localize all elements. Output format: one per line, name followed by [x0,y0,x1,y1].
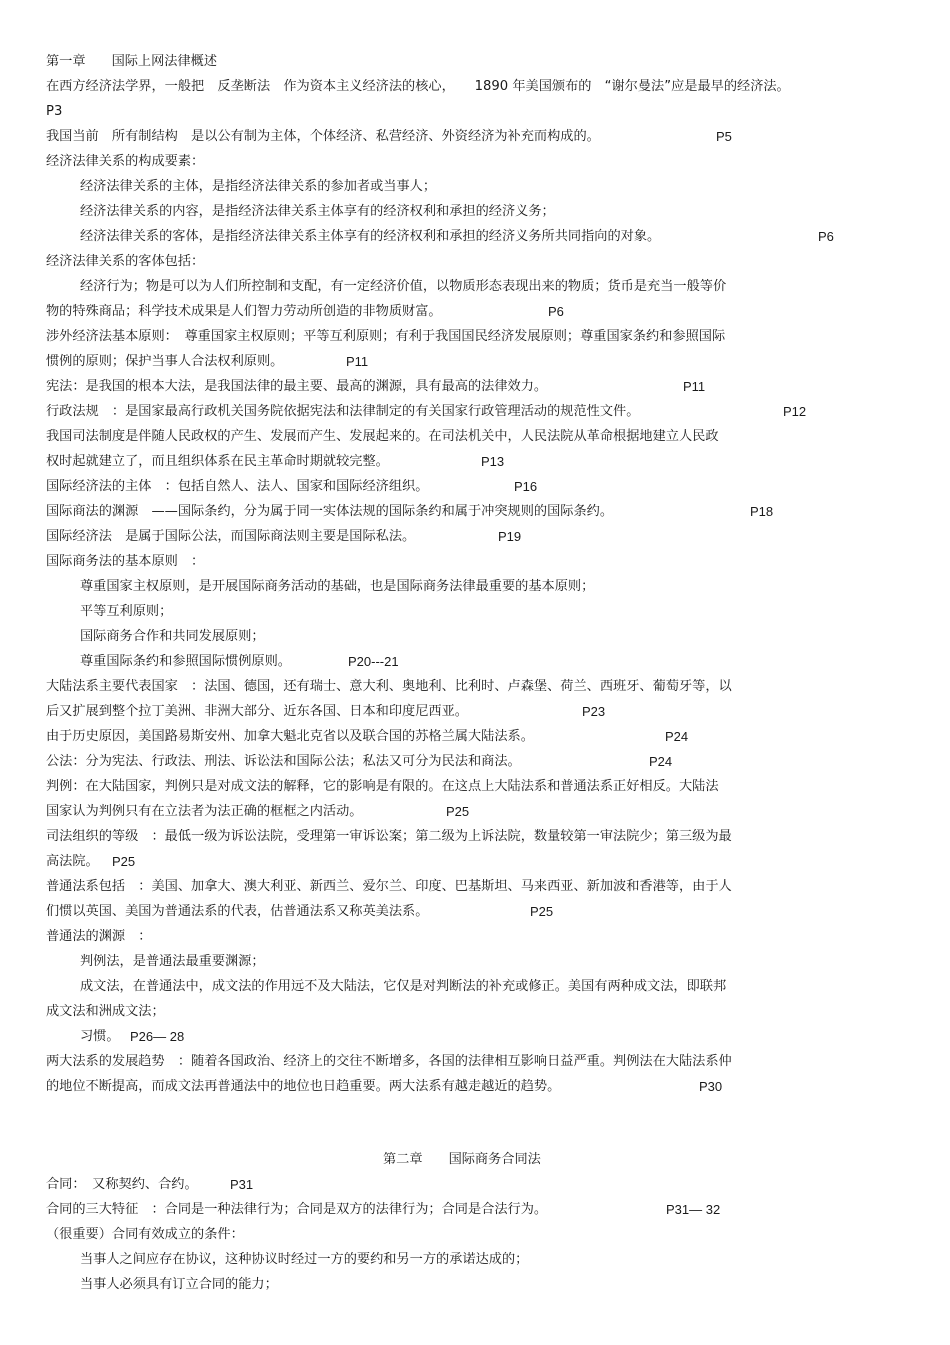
page-reference: P6 [548,304,564,319]
page-reference: P23 [582,704,606,719]
line-text: 国际经济法的主体 ：包括自然人、法人、国家和国际经济组织。 [46,479,429,494]
text-line [46,449,916,474]
page-reference: P11 [346,354,369,369]
page-reference: P25 [530,904,554,919]
text-line [46,1247,916,1272]
line-text: 经济法律关系的内容，是指经济法律关系主体享有的经济权利和承担的经济义务； [80,204,555,219]
line-text: 当事人必须具有订立合同的能力； [80,1277,278,1292]
line-text: 尊重国家主权原则，是开展国际商务活动的基础，也是国际商务法律最重要的基本原则； [80,579,595,594]
line-text: （很重要）合同有效成立的条件： [46,1227,244,1242]
text-line [46,299,916,324]
text-line [46,349,916,374]
text-line [46,99,916,124]
text-line [46,824,916,849]
chapter-1-heading [46,49,916,74]
text-line [46,999,916,1024]
page-reference: P6 [818,229,834,244]
line-text: 我国当前 所有制结构 是以公有制为主体，个体经济、私营经济、外资经济为补充而构成的。 [46,129,600,144]
line-text: 物的特殊商品；科学技术成果是人们智力劳动所创造的非物质财富。 [46,304,442,319]
page-reference: P31— 32 [666,1202,721,1217]
text-line [46,649,916,674]
line-text: 习惯。 [80,1029,120,1044]
text-line [46,549,916,574]
text-line [46,499,916,524]
text-line [46,399,916,424]
page-reference: P31 [230,1177,254,1192]
line-text: 平等互利原则； [80,604,173,619]
page-reference: P24 [665,729,689,744]
chapter-1-body [46,49,916,1099]
line-text: 国际商务法的基本原则 ： [46,554,205,569]
line-text: 国际经济法 是属于国际公法，而国际商法则主要是国际私法。 [46,529,416,544]
text-line [46,1197,916,1222]
text-line [46,899,916,924]
text-line [46,599,916,624]
line-text: 成文法，在普通法中，成文法的作用远不及大陆法，它仅是对判断法的补充或修正。美国有两种成文法，即联邦 [80,979,727,994]
chapter-2-title: 国际商务合同法 [448,1152,541,1167]
page-reference: P19 [498,529,522,544]
page-reference: P25 [446,804,470,819]
line-text: 合同的三大特征 ：合同是一种法律行为；合同是双方的法律行为；合同是合法行为。 [46,1202,548,1217]
text-line [46,1272,916,1297]
text-line [46,424,916,449]
line-text: 经济法律关系的客体，是指经济法律关系主体享有的经济权利和承担的经济义务所共同指向的对象。 [80,229,661,244]
line-text: 公法：分为宪法、行政法、刑法、诉讼法和国际公法；私法又可分为民法和商法。 [46,754,521,769]
line-text: 经济法律关系的主体，是指经济法律关系的参加者或当事人； [80,179,437,194]
page-reference: P26— 28 [130,1029,185,1044]
page-reference: P16 [514,479,538,494]
text-line [46,1172,916,1197]
line-text: 判例法，是普通法最重要渊源； [80,954,265,969]
page-reference: P18 [750,504,774,519]
text-line [46,149,916,174]
line-text: 判例：在大陆国家，判例只是对成文法的解释，它的影响是有限的。在这点上大陆法系和普通法系正好相反。大陆法 [46,779,719,794]
text-line [46,249,916,274]
text-line [46,874,916,899]
line-text: 宪法：是我国的根本大法，是我国法律的最主要、最高的渊源，具有最高的法律效力。 [46,379,548,394]
text-line [46,124,916,149]
text-line [46,224,916,249]
line-text: 经济法律关系的客体包括： [46,254,205,269]
chapter-1-title: 国际上网法律概述 [111,54,218,69]
line-text: 两大法系的发展趋势 ：随着各国政治、经济上的交往不断增多，各国的法律相互影响日益严重。判例法在大陆法系仲 [46,1054,732,1069]
line-text: 大陆法系主要代表国家 ：法国、德国，还有瑞士、意大利、奥地利、比利时、卢森堡、荷兰、西班牙、葡萄牙等，以 [46,679,732,694]
line-text: 行政法规 ：是国家最高行政机关国务院依据宪法和法律制定的有关国家行政管理活动的规范性文件。 [46,404,640,419]
line-text: 普通法的渊源 ： [46,929,152,944]
text-line [46,199,916,224]
line-text: 们惯以英国、美国为普通法系的代表，估普通法系又称英美法系。 [46,904,429,919]
line-text: 权时起就建立了，而且组织体系在民主革命时期就较完整。 [46,454,389,469]
line-text: 高法院。 [46,854,99,869]
line-text: 由于历史原因，美国路易斯安州、加拿大魁北克省以及联合国的苏格兰属大陆法系。 [46,729,534,744]
line-text: 我国司法制度是伴随人民政权的产生、发展而产生、发展起来的。在司法机关中，人民法院从革命根据地建立人民政 [46,429,719,444]
line-text: 合同： 又称契约、合约。 [46,1177,198,1192]
line-text: 司法组织的等级 ：最低一级为诉讼法院，受理第一审诉讼案；第二级为上诉法院，数量较第一审法院少；第三级为最 [46,829,732,844]
line-text: 在西方经济法学界，一般把 反垄断法 作为资本主义经济法的核心， 1890 年美国颁布的 “谢尔曼法”应是最早的经济法。 [46,79,790,94]
chapter-2-heading [383,1147,541,1172]
text-line [46,1049,916,1074]
line-text: 当事人之间应存在协议，这种协议时经过一方的要约和另一方的承诺达成的； [80,1252,529,1267]
text-line [46,174,916,199]
line-text: 国际商务合作和共同发展原则； [80,629,265,644]
line-text: 惯例的原则；保护当事人合法权利原则。 [46,354,284,369]
line-text: 经济法律关系的构成要素： [46,154,205,169]
line-text: 国际商法的渊源 ——国际条约，分为属于同一实体法规的国际条约和属于冲突规则的国际条约。 [46,504,614,519]
page-reference: P12 [783,404,807,419]
line-text: 普通法系包括 ：美国、加拿大、澳大利亚、新西兰、爱尔兰、印度、巴基斯坦、马来西亚、新加波和香港等，由于人 [46,879,732,894]
text-line [46,799,916,824]
text-line [46,699,916,724]
line-text: 尊重国际条约和参照国际惯例原则。 [80,654,291,669]
page-reference: P25 [112,854,136,869]
page-reference: P30 [699,1079,723,1094]
text-line [46,274,916,299]
text-line [46,74,916,99]
text-line [46,924,916,949]
line-text: P3 [46,104,63,119]
text-line [46,624,916,649]
text-line [46,974,916,999]
text-line [46,849,916,874]
page-reference: P24 [649,754,673,769]
text-line [46,749,916,774]
text-line [46,1024,916,1049]
text-line [46,674,916,699]
chapter-1-number: 第一章 [46,54,86,69]
page-reference: P5 [716,129,732,144]
text-line [46,374,916,399]
text-line [46,324,916,349]
text-line [46,1222,916,1247]
line-text: 涉外经济法基本原则： 尊重国家主权原则；平等互利原则；有利于我国国民经济发展原则；尊重国家条约和参照国际 [46,329,726,344]
text-line [46,774,916,799]
text-line [46,724,916,749]
chapter-2-body [46,1172,916,1297]
text-line [46,949,916,974]
text-line [46,1074,916,1099]
text-line [46,524,916,549]
line-text: 成文法和洲成文法； [46,1004,165,1019]
page-reference: P13 [481,454,505,469]
line-text: 国家认为判例只有在立法者为法正确的框框之内活动。 [46,804,363,819]
line-text: 经济行为；物是可以为人们所控制和支配，有一定经济价值，以物质形态表现出来的物质；货币是充当一般等价 [80,279,727,294]
page-reference: P20---21 [348,654,399,669]
text-line [46,474,916,499]
line-text: 的地位不断提高，而成文法再普通法中的地位也日趋重要。两大法系有越走越近的趋势。 [46,1079,561,1094]
page-reference: P11 [683,379,706,394]
text-line [46,574,916,599]
line-text: 后又扩展到整个拉丁美洲、非洲大部分、近东各国、日本和印度尼西亚。 [46,704,468,719]
chapter-2-number: 第二章 [383,1152,423,1167]
